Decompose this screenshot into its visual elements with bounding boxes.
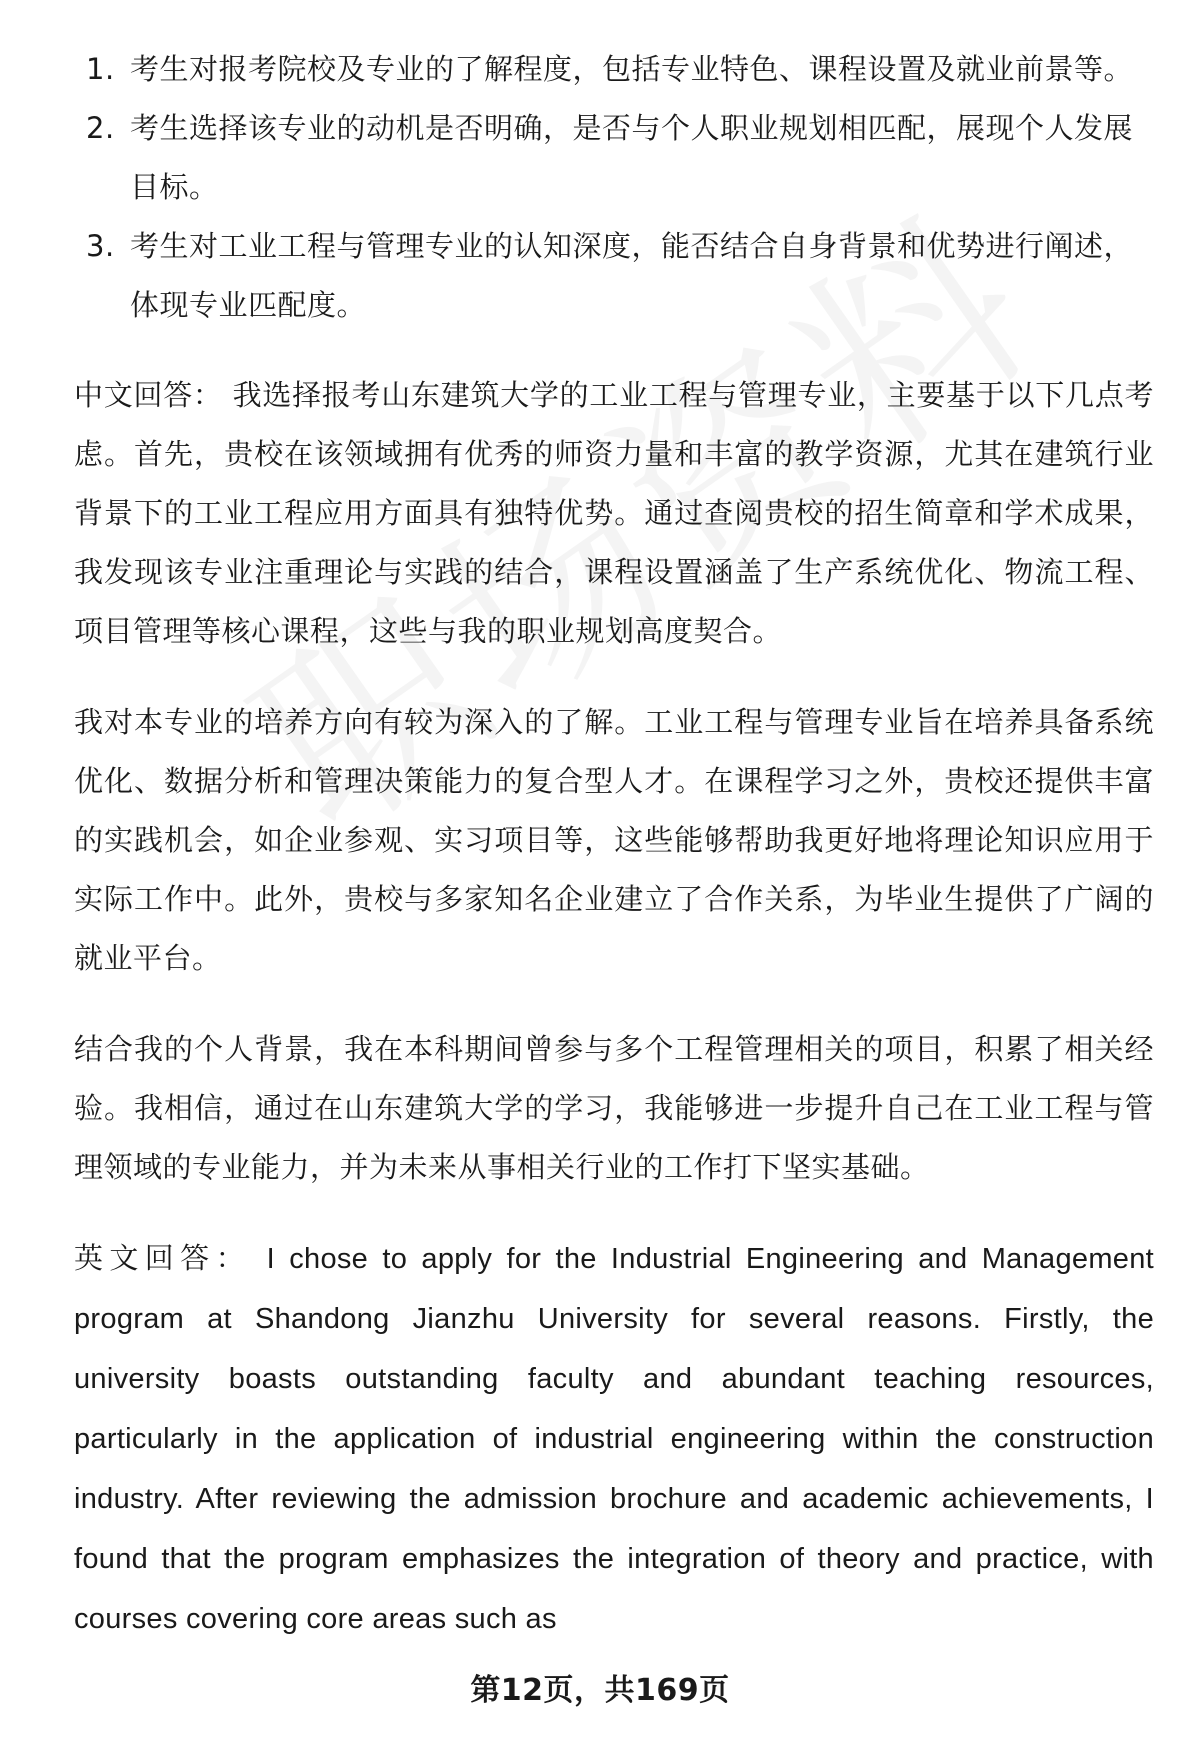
list-item (74, 217, 1154, 335)
chinese-answer-label: 中文回答： (74, 378, 223, 412)
list-item-text: 考生对报考院校及专业的了解程度，包括专业特色、课程设置及就业前景等。 (130, 52, 1134, 86)
list-item (74, 40, 1154, 99)
list-item-text: 考生选择该专业的动机是否明确，是否与个人职业规划相匹配，展现个人发展目标。 (130, 111, 1134, 204)
chinese-answer-paragraph-2: 我对本专业的培养方向有较为深入的了解。工业工程与管理专业旨在培养具备系统优化、数据分析和管理决策能力的复合型人才。在课程学习之外，贵校还提供丰富的实践机会，如企业参观、实习项目等，这些能够帮助我更好地将理论知识应用于实际工作中。此外，贵校与多家知名企业建立了合作关系，为毕业生提供了广阔的就业平台。 (74, 705, 1154, 975)
chinese-answer-text: 我选择报考山东建筑大学的工业工程与管理专业，主要基于以下几点考虑。首先，贵校在该领域拥有优秀的师资力量和丰富的教学资源，尤其在建筑行业背景下的工业工程应用方面具有独特优势。通过查阅贵校的招生简章和学术成果，我发现该专业注重理论与实践的结合，课程设置涵盖了生产系统优化、物流工程、项目管理等核心课程，这些与我的职业规划高度契合。 (74, 378, 1154, 648)
list-item-text: 考生对工业工程与管理专业的认知深度，能否结合自身背景和优势进行阐述，体现专业匹配度。 (130, 229, 1134, 322)
page-footer: 第12页，共169页 (470, 1673, 730, 1708)
english-answer-paragraph (74, 1229, 1154, 1649)
page-content (74, 40, 1154, 1649)
list-item-number: 3. (86, 229, 115, 263)
english-answer-label: 英文回答： (74, 1241, 251, 1275)
criteria-list (74, 40, 1154, 335)
english-answer-text: I chose to apply for the Industrial Engineering and Management program at Shandong Jianzhu University for several reasons. Firstly, the university boasts outstanding faculty and abundant teaching resources, particularly in the application of industrial engineering within the construction industry. After reviewing the admission brochure and academic achievements, I found that the program emphasizes the integration of theory and practice, with courses covering core areas such as (74, 1243, 1154, 1635)
list-item-number: 2. (86, 111, 115, 145)
list-item (74, 99, 1154, 217)
chinese-answer-paragraph-1 (74, 366, 1154, 661)
chinese-answer-paragraph-3: 结合我的个人背景，我在本科期间曾参与多个工程管理相关的项目，积累了相关经验。我相信，通过在山东建筑大学的学习，我能够进一步提升自己在工业工程与管理领域的专业能力，并为未来从事相关行业的工作打下坚实基础。 (74, 1032, 1154, 1184)
list-item-number: 1. (86, 52, 115, 86)
